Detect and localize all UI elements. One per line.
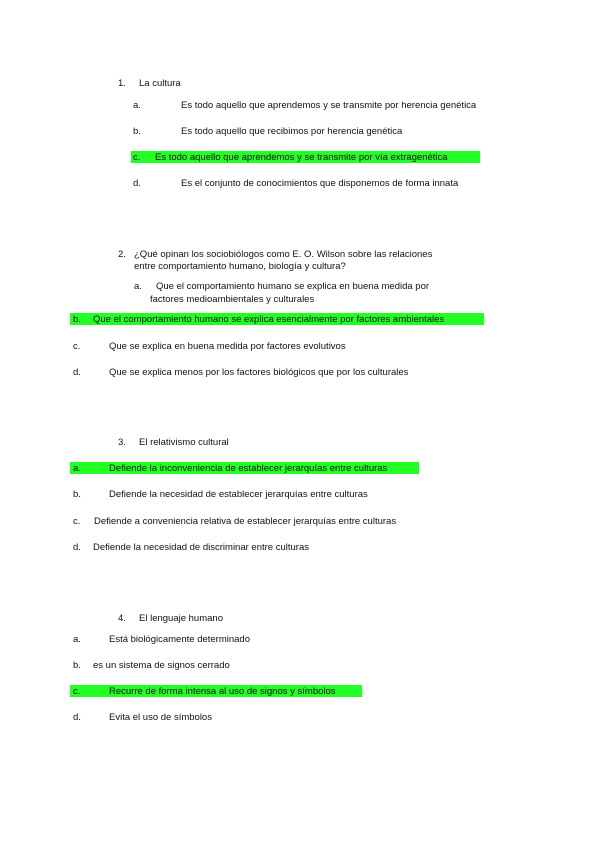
question-number: 2. xyxy=(118,249,126,260)
option-letter: b. xyxy=(73,489,81,500)
option-text: Defiende la inconveniencia de establecer jerarquías entre culturas xyxy=(109,463,388,474)
option-text-line2: factores medioambientales y culturales xyxy=(150,294,315,305)
option-text: Que se explica en buena medida por factores evolutivos xyxy=(109,341,346,352)
option-text: es un sistema de signos cerrado xyxy=(93,660,230,671)
question-text: La cultura xyxy=(139,78,181,89)
option-text: Que se explica menos por los factores biológicos que por los culturales xyxy=(109,367,409,378)
option-letter: c. xyxy=(133,152,141,163)
question-text: El relativismo cultural xyxy=(139,437,229,448)
option-text: Es todo aquello que aprendemos y se transmite por herencia genética xyxy=(181,100,477,111)
option-letter: b. xyxy=(133,126,141,137)
option-letter: a. xyxy=(134,281,142,292)
question-number: 1. xyxy=(118,78,126,89)
question-text-line1: ¿Qué opinan los sociobiólogos como E. O. Wilson sobre las relaciones xyxy=(134,249,433,260)
option-text: Es todo aquello que recibimos por herencia genética xyxy=(181,126,403,137)
option-text: Es todo aquello que aprendemos y se transmite por vía extragenética xyxy=(155,152,448,163)
option-letter: a. xyxy=(73,463,81,474)
option-text: Evita el uso de símbolos xyxy=(109,712,212,723)
option-text: Está biológicamente determinado xyxy=(109,634,251,645)
option-text: Es el conjunto de conocimientos que disponemos de forma innata xyxy=(181,178,459,189)
option-text-line1: Que el comportamiento humano se explica en buena medida por xyxy=(156,281,430,292)
option-letter: d. xyxy=(73,542,81,553)
question-number: 4. xyxy=(118,613,126,624)
option-text: Que el comportamiento humano se explica esencialmente por factores ambientales xyxy=(93,314,445,325)
option-text: Defiende la necesidad de establecer jerarquías entre culturas xyxy=(109,489,368,500)
option-letter: c. xyxy=(73,341,81,352)
question-number: 3. xyxy=(118,437,126,448)
question-text-line2: entre comportamiento humano, biología y cultura? xyxy=(134,261,346,272)
option-letter: b. xyxy=(73,660,81,671)
option-letter: d. xyxy=(73,367,81,378)
option-letter: c. xyxy=(73,516,81,527)
question-text: El lenguaje humano xyxy=(139,613,223,624)
option-text: Recurre de forma intensa al uso de signos y símbolos xyxy=(109,686,336,697)
option-text: Defiende a conveniencia relativa de establecer jerarquías entre culturas xyxy=(94,516,397,527)
option-letter: c. xyxy=(73,686,81,697)
option-letter: a. xyxy=(133,100,141,111)
option-letter: d. xyxy=(133,178,141,189)
option-letter: b. xyxy=(73,314,81,325)
option-letter: d. xyxy=(73,712,81,723)
option-letter: a. xyxy=(73,634,81,645)
option-text: Defiende la necesidad de discriminar entre culturas xyxy=(93,542,309,553)
